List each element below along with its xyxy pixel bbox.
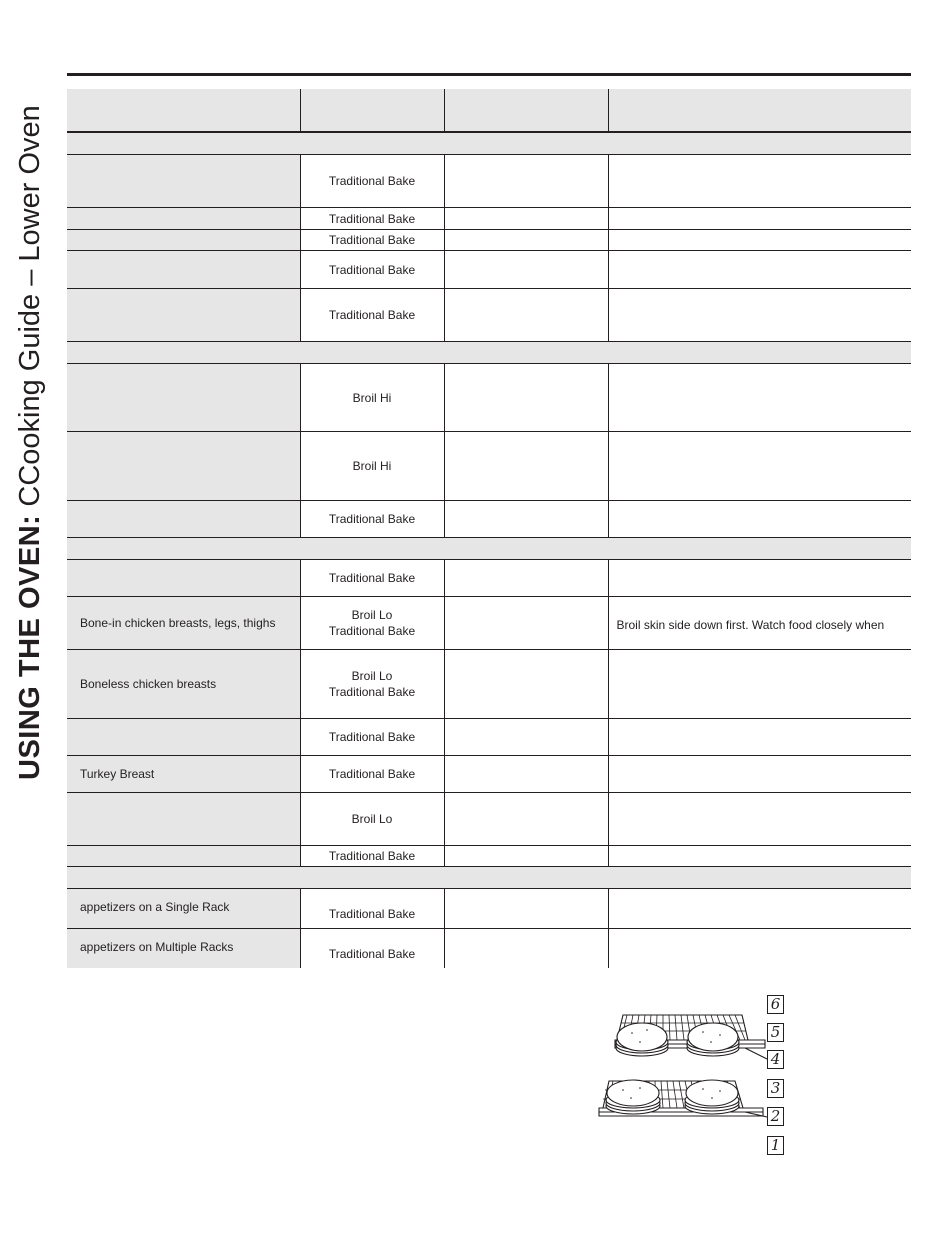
cook-mode-text: Traditional Bake	[328, 730, 416, 744]
suggestions-cell	[608, 364, 911, 432]
food-type-cell	[67, 364, 300, 432]
cook-mode-cell	[300, 230, 444, 251]
food-type-cell	[67, 846, 300, 867]
section-title	[67, 538, 911, 560]
rack-position-cell	[444, 793, 608, 846]
food-type-cell: appetizers on a Single Rack	[67, 889, 300, 929]
suggestions-cell: Broil skin side down first. Watch food closely when	[608, 597, 911, 650]
table-row	[67, 719, 911, 756]
cook-mode-cell	[300, 289, 444, 342]
table-row	[67, 501, 911, 538]
cook-mode-text: Traditional Bake	[328, 174, 416, 188]
section-header-row	[67, 867, 911, 889]
section-title	[67, 342, 911, 364]
rack-position-6-label: 6	[767, 995, 784, 1014]
food-type-cell	[67, 432, 300, 501]
cook-mode-cell	[300, 560, 444, 597]
table-body	[67, 132, 911, 968]
suggestions-cell	[608, 251, 911, 289]
rack-position-cell	[444, 597, 608, 650]
section-header-row	[67, 342, 911, 364]
cook-mode-cell	[300, 597, 444, 650]
page-side-title	[12, 105, 48, 780]
cook-mode-cell	[300, 719, 444, 756]
rack-position-cell	[444, 889, 608, 929]
food-type-cell	[67, 251, 300, 289]
cook-mode-text: Traditional Bake	[328, 849, 416, 863]
cook-mode-cell	[300, 251, 444, 289]
cook-mode-text: Traditional Bake	[328, 685, 416, 699]
cook-mode-cell	[300, 208, 444, 230]
rack-position-cell	[444, 719, 608, 756]
header-suggestions	[608, 89, 911, 132]
suggestions-cell	[608, 929, 911, 969]
cook-mode-text: Traditional Bake	[328, 767, 416, 781]
rack-position-3-label: 3	[767, 1079, 784, 1098]
food-type-cell	[67, 793, 300, 846]
rack-position-cell	[444, 289, 608, 342]
cook-mode-text: Traditional Bake	[328, 308, 416, 322]
rack-position-cell	[444, 756, 608, 793]
rack-position-cell	[444, 560, 608, 597]
cook-mode-text: Traditional Bake	[328, 624, 416, 638]
rack-position-cell	[444, 501, 608, 538]
suggestions-cell	[608, 208, 911, 230]
table-row	[67, 756, 911, 793]
suggestions-cell	[608, 846, 911, 867]
top-rule	[67, 73, 911, 76]
side-title-subject: CCooking Guide – Lower Oven	[14, 105, 46, 507]
cook-mode-cell	[300, 432, 444, 501]
table-row	[67, 560, 911, 597]
table-row	[67, 846, 911, 867]
food-type-cell	[67, 289, 300, 342]
table-row	[67, 597, 911, 650]
suggestions-cell	[608, 719, 911, 756]
rack-position-2-label: 2	[767, 1107, 784, 1126]
cook-mode-text: Traditional Bake	[328, 512, 416, 526]
table-row	[67, 230, 911, 251]
rack-position-cell	[444, 208, 608, 230]
rack-position-cell	[444, 846, 608, 867]
suggestions-cell	[608, 756, 911, 793]
cook-mode-text: Broil Lo	[351, 812, 393, 826]
section-header-row	[67, 538, 911, 560]
suggestions-cell	[608, 155, 911, 208]
food-type-cell	[67, 560, 300, 597]
cook-mode-text: Traditional Bake	[328, 906, 416, 921]
rack-position-cell	[444, 432, 608, 501]
rack-position-1-label: 1	[767, 1136, 784, 1155]
cook-mode-text: Traditional Bake	[328, 946, 416, 961]
food-type-cell	[67, 230, 300, 251]
table-row	[67, 929, 911, 969]
cook-mode-cell	[300, 650, 444, 719]
cook-mode-text: Traditional Bake	[328, 233, 416, 247]
suggestions-cell	[608, 501, 911, 538]
rack-position-cell	[444, 230, 608, 251]
suggestions-cell	[608, 230, 911, 251]
rack-position-cell	[444, 650, 608, 719]
suggestions-cell	[608, 889, 911, 929]
rack-position-4-label: 4	[767, 1050, 784, 1069]
table-row	[67, 251, 911, 289]
food-type-cell	[67, 155, 300, 208]
rack-position-cell	[444, 251, 608, 289]
rack-position-cell	[444, 929, 608, 969]
suggestions-cell	[608, 793, 911, 846]
cook-mode-cell	[300, 929, 444, 969]
table-row	[67, 208, 911, 230]
cook-mode-cell	[300, 889, 444, 929]
rack-position-5-label: 5	[767, 1023, 784, 1042]
table-row	[67, 793, 911, 846]
food-type-cell: Bone-in chicken breasts, legs, thighs	[67, 597, 300, 650]
header-food-type	[67, 89, 300, 132]
cooking-guide-table	[67, 89, 911, 968]
table-header-row	[67, 89, 911, 132]
cook-mode-text: Traditional Bake	[328, 571, 416, 585]
header-cook-mode	[300, 89, 444, 132]
cook-mode-cell	[300, 756, 444, 793]
section-title	[67, 867, 911, 889]
suggestions-cell	[608, 289, 911, 342]
cook-mode-cell	[300, 155, 444, 208]
cook-mode-text: Traditional Bake	[328, 211, 416, 226]
table-row	[67, 289, 911, 342]
cook-mode-cell	[300, 364, 444, 432]
food-type-cell	[67, 501, 300, 538]
cook-mode-text: Broil Lo	[351, 608, 393, 622]
section-header-row	[67, 132, 911, 155]
food-type-cell	[67, 719, 300, 756]
table-row	[67, 155, 911, 208]
table-row	[67, 432, 911, 501]
table-row	[67, 650, 911, 719]
suggestions-cell	[608, 560, 911, 597]
suggestions-cell	[608, 650, 911, 719]
suggestions-cell	[608, 432, 911, 501]
food-type-cell: Turkey Breast	[67, 756, 300, 793]
cook-mode-cell	[300, 846, 444, 867]
cook-mode-cell	[300, 501, 444, 538]
cook-mode-text: Traditional Bake	[328, 262, 416, 277]
rack-position-cell	[444, 155, 608, 208]
rack-position-diagram	[595, 990, 795, 1158]
table-row	[67, 364, 911, 432]
cook-mode-text: Broil Hi	[352, 459, 392, 473]
oven-racks-illustration	[595, 990, 795, 1158]
cook-mode-text: Broil Lo	[351, 669, 393, 683]
rack-position-cell	[444, 364, 608, 432]
food-type-cell: appetizers on Multiple Racks	[67, 929, 300, 969]
food-type-cell	[67, 208, 300, 230]
section-title	[67, 132, 911, 155]
cook-mode-text: Broil Hi	[352, 390, 392, 405]
table-row	[67, 889, 911, 929]
food-type-cell: Boneless chicken breasts	[67, 650, 300, 719]
side-title-section: USING THE OVEN:	[14, 514, 46, 780]
header-rack-position	[444, 89, 608, 132]
cook-mode-cell	[300, 793, 444, 846]
